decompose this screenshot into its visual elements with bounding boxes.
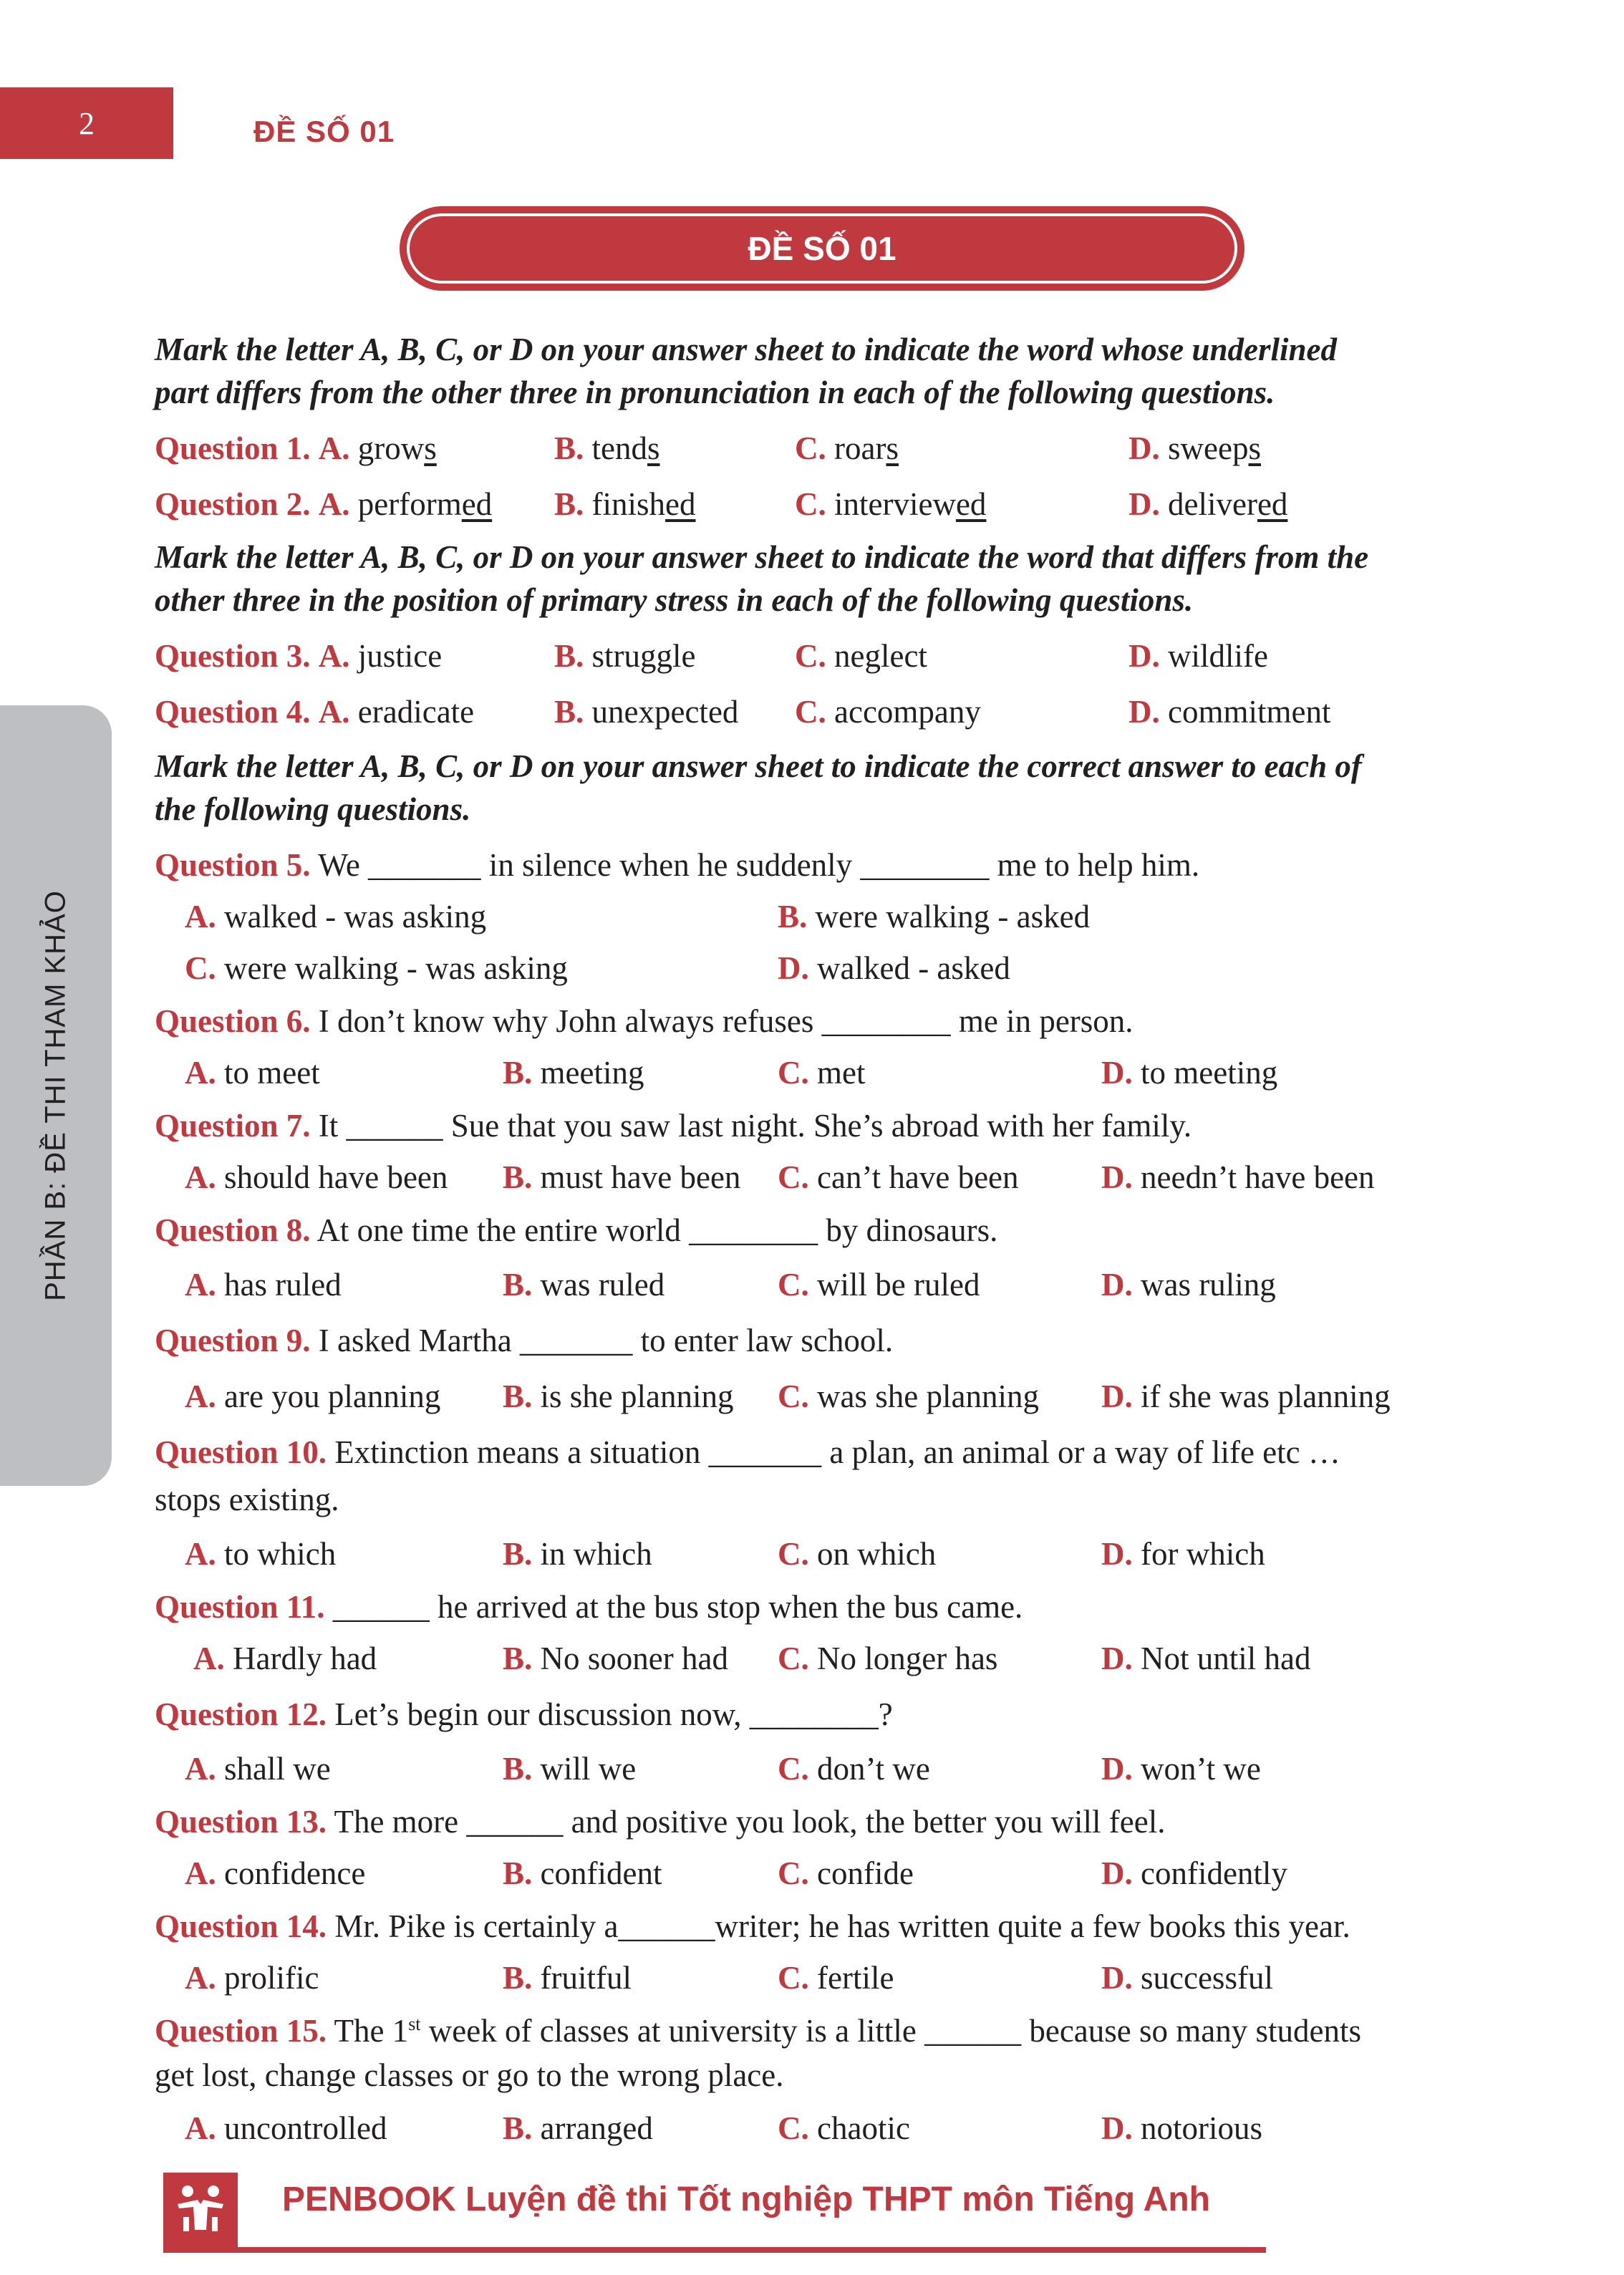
- question-text: Let’s begin our discussion now, ________?: [334, 1696, 893, 1732]
- question-stem: [155, 1905, 1508, 1948]
- question-text: We _______ in silence when he suddenly ________ me to help him.: [317, 847, 1200, 883]
- option-letter: C.: [778, 1267, 809, 1303]
- question-label: Question 3.: [155, 638, 311, 674]
- option-letter: C.: [778, 1960, 809, 1996]
- running-title: ĐỀ SỐ 01: [253, 115, 395, 148]
- page-number: 2: [0, 87, 173, 159]
- question-text: I asked Martha _______ to enter law school.: [318, 1323, 894, 1358]
- option-letter: D.: [1128, 430, 1160, 466]
- option-letter: C.: [778, 1055, 809, 1091]
- option-b: in which: [540, 1536, 652, 1572]
- option-letter: D.: [1101, 1055, 1133, 1091]
- option-letter: A.: [185, 1159, 216, 1195]
- option-letter: C.: [185, 950, 216, 986]
- option-letter: B.: [503, 1960, 533, 1996]
- option-a: confidence: [224, 1855, 366, 1891]
- option-b: was ruled: [540, 1267, 665, 1303]
- option-c: was she planning: [817, 1378, 1039, 1414]
- question-stem: [155, 1000, 1508, 1043]
- option-d: was ruling: [1141, 1267, 1276, 1303]
- question-label: Question 8.: [155, 1212, 311, 1248]
- option-letter: B.: [554, 430, 584, 466]
- option-letter: A.: [185, 1960, 216, 1996]
- question-label: Question 2.: [155, 486, 311, 522]
- option-letter: D.: [1101, 1536, 1133, 1572]
- option-d: notorious: [1141, 2110, 1263, 2146]
- question-label: Question 7.: [155, 1108, 311, 1144]
- question-stem: [155, 1104, 1508, 1147]
- option-b: struggle: [591, 638, 696, 674]
- option-letter: A.: [318, 694, 350, 730]
- option-letter: D.: [1101, 1855, 1133, 1891]
- option-letter: A.: [318, 430, 350, 466]
- option-c: accompany: [834, 694, 981, 730]
- option-letter: D.: [778, 950, 809, 986]
- option-letter: C.: [795, 694, 826, 730]
- option-c: don’t we: [817, 1751, 930, 1787]
- option-letter: B.: [554, 486, 584, 522]
- option-letter: B.: [503, 1536, 533, 1572]
- option-d: if she was planning: [1141, 1378, 1391, 1414]
- option-letter: D.: [1101, 1378, 1133, 1414]
- option-letter: C.: [778, 1159, 809, 1195]
- option-letter: D.: [1128, 486, 1160, 522]
- option-letter: B.: [778, 899, 808, 934]
- option-a: Hardly had: [233, 1641, 377, 1676]
- question-text: Mr. Pike is certainly a______writer; he has written quite a few books this year.: [334, 1908, 1350, 1944]
- option-letter: C.: [778, 1751, 809, 1787]
- question-text: The more ______ and positive you look, the better you will feel.: [334, 1804, 1166, 1840]
- option-a: prolific: [224, 1960, 319, 1996]
- option-c: roars: [834, 430, 899, 466]
- question-stem: [155, 1209, 1508, 1252]
- question-label: Question 14.: [155, 1908, 327, 1944]
- option-b: finished: [591, 486, 696, 522]
- option-letter: B.: [554, 694, 584, 730]
- option-c: met: [817, 1055, 866, 1091]
- option-letter: D.: [1101, 1751, 1133, 1787]
- option-b: unexpected: [591, 694, 739, 730]
- option-letter: C.: [778, 1855, 809, 1891]
- option-letter: A.: [185, 899, 216, 934]
- option-b: tends: [591, 430, 660, 466]
- option-c: on which: [817, 1536, 937, 1572]
- option-d: won’t we: [1141, 1751, 1261, 1787]
- question-label: Question 6.: [155, 1003, 311, 1039]
- option-letter: A.: [318, 638, 350, 674]
- option-c: chaotic: [817, 2110, 910, 2146]
- question-text: At one time the entire world ________ by dinosaurs.: [316, 1212, 998, 1248]
- option-letter: B.: [503, 1855, 533, 1891]
- question-stem: [155, 1693, 1508, 1736]
- question-text-cont: stops existing.: [155, 1482, 339, 1517]
- question-text: It ______ Sue that you saw last night. She’s abroad with her family.: [318, 1108, 1192, 1144]
- footer-rule: [163, 2247, 1266, 2253]
- option-a: performed: [357, 486, 493, 522]
- question-stem: [155, 2009, 1508, 2052]
- option-letter: C.: [778, 1641, 809, 1676]
- option-d: successful: [1141, 1960, 1273, 1996]
- title-banner: [400, 206, 1244, 291]
- option-letter: A.: [185, 1536, 216, 1572]
- option-letter: C.: [778, 1536, 809, 1572]
- option-d: sweeps: [1168, 430, 1261, 466]
- question-label: Question 1.: [155, 430, 311, 466]
- option-c: No longer has: [817, 1641, 998, 1676]
- option-d: for which: [1141, 1536, 1265, 1572]
- option-letter: C.: [795, 486, 826, 522]
- option-d: to meeting: [1141, 1055, 1278, 1091]
- instruction-line: other three in the position of primary stress in each of the following questions.: [155, 582, 1194, 618]
- option-c: confide: [817, 1855, 914, 1891]
- option-d: needn’t have been: [1141, 1159, 1375, 1195]
- question-stem: [155, 844, 1508, 887]
- option-d: Not until had: [1141, 1641, 1311, 1676]
- question-text: Extinction means a situation _______ a plan, an animal or a way of life etc …: [334, 1434, 1340, 1470]
- option-a: to which: [224, 1536, 337, 1572]
- option-a: justice: [357, 638, 443, 674]
- option-letter: C.: [778, 1378, 809, 1414]
- question-stem: [155, 1800, 1508, 1843]
- option-letter: D.: [1128, 638, 1160, 674]
- option-letter: C.: [778, 2110, 809, 2146]
- option-c: neglect: [834, 638, 927, 674]
- option-c: will be ruled: [817, 1267, 980, 1303]
- option-letter: B.: [554, 638, 584, 674]
- option-b: is she planning: [540, 1378, 734, 1414]
- instruction-line: Mark the letter A, B, C, or D on your answer sheet to indicate the word whose underlined: [155, 332, 1338, 367]
- option-b: fruitful: [540, 1960, 632, 1996]
- question-stem: [155, 1319, 1508, 1362]
- option-a: eradicate: [357, 694, 475, 730]
- option-letter: A.: [185, 1855, 216, 1891]
- option-letter: B.: [503, 1267, 533, 1303]
- option-d: confidently: [1141, 1855, 1287, 1891]
- penbook-logo-icon: [163, 2173, 238, 2247]
- option-letter: A.: [185, 1378, 216, 1414]
- option-letter: B.: [503, 1751, 533, 1787]
- question-label: Question 4.: [155, 694, 311, 730]
- option-letter: B.: [503, 1641, 533, 1676]
- side-tab: [0, 705, 112, 1486]
- question-text-cont: get lost, change classes or go to the wrong place.: [155, 2057, 784, 2093]
- option-a: shall we: [224, 1751, 331, 1787]
- option-letter: D.: [1101, 1641, 1133, 1676]
- option-letter: D.: [1101, 1267, 1133, 1303]
- option-b: No sooner had: [540, 1641, 728, 1676]
- instruction-line: Mark the letter A, B, C, or D on your answer sheet to indicate the correct answer to each of: [155, 748, 1362, 784]
- option-c: interviewed: [834, 486, 987, 522]
- option-a: should have been: [224, 1159, 448, 1195]
- question-text: ______ he arrived at the bus stop when the bus came.: [332, 1589, 1023, 1625]
- footer-title: PENBOOK Luyện đề thi Tốt nghiệp THPT môn Tiếng Anh: [282, 2180, 1210, 2218]
- instruction-line: part differs from the other three in pronunciation in each of the following questions.: [155, 375, 1275, 410]
- question-text: I don’t know why John always refuses ________ me in person.: [318, 1003, 1134, 1039]
- instruction-line: Mark the letter A, B, C, or D on your answer sheet to indicate the word that differs from the: [155, 539, 1369, 575]
- option-letter: B.: [503, 1055, 533, 1091]
- question-label: Question 9.: [155, 1323, 311, 1358]
- instruction-line: the following questions.: [155, 791, 471, 827]
- question-label: Question 10.: [155, 1434, 327, 1470]
- option-letter: A.: [185, 1055, 216, 1091]
- option-letter: B.: [503, 1378, 533, 1414]
- question-label: Question 15.: [155, 2013, 327, 2049]
- option-letter: B.: [503, 1159, 533, 1195]
- option-letter: A.: [318, 486, 350, 522]
- question-text: The 1st week of classes at university is a little ______ because so many students: [334, 2013, 1361, 2049]
- option-b: confident: [540, 1855, 662, 1891]
- option-c: can’t have been: [817, 1159, 1019, 1195]
- option-a: has ruled: [224, 1267, 342, 1303]
- option-b: meeting: [540, 1055, 644, 1091]
- option-a: to meet: [224, 1055, 320, 1091]
- banner-title: ĐỀ SỐ 01: [407, 213, 1237, 284]
- option-a: walked - was asking: [224, 899, 487, 934]
- option-letter: C.: [795, 638, 826, 674]
- option-b: were walking - asked: [815, 899, 1091, 934]
- question-stem: [155, 1585, 1508, 1628]
- question-label: Question 5.: [155, 847, 311, 883]
- option-letter: B.: [503, 2110, 533, 2146]
- option-c: fertile: [817, 1960, 894, 1996]
- option-b: must have been: [540, 1159, 741, 1195]
- option-letter: D.: [1101, 1960, 1133, 1996]
- option-b: arranged: [540, 2110, 653, 2146]
- option-d: walked - asked: [817, 950, 1010, 986]
- option-b: will we: [540, 1751, 637, 1787]
- option-letter: D.: [1101, 1159, 1133, 1195]
- option-letter: D.: [1101, 2110, 1133, 2146]
- option-letter: A.: [185, 1267, 216, 1303]
- option-d: commitment: [1168, 694, 1331, 730]
- question-stem: [155, 1431, 1508, 1474]
- question-label: Question 13.: [155, 1804, 327, 1840]
- option-a: grows: [357, 430, 437, 466]
- option-letter: C.: [795, 430, 826, 466]
- side-tab-label: PHẦN B: ĐỀ THI THAM KHẢO: [39, 890, 72, 1301]
- option-d: delivered: [1168, 486, 1288, 522]
- option-letter: A.: [185, 2110, 216, 2146]
- question-label: Question 12.: [155, 1696, 327, 1732]
- option-a: are you planning: [224, 1378, 441, 1414]
- option-letter: D.: [1128, 694, 1160, 730]
- option-a: uncontrolled: [224, 2110, 387, 2146]
- option-d: wildlife: [1168, 638, 1268, 674]
- option-c: were walking - was asking: [224, 950, 568, 986]
- question-label: Question 11.: [155, 1589, 325, 1625]
- option-letter: A.: [185, 1751, 216, 1787]
- option-letter: A.: [193, 1641, 225, 1676]
